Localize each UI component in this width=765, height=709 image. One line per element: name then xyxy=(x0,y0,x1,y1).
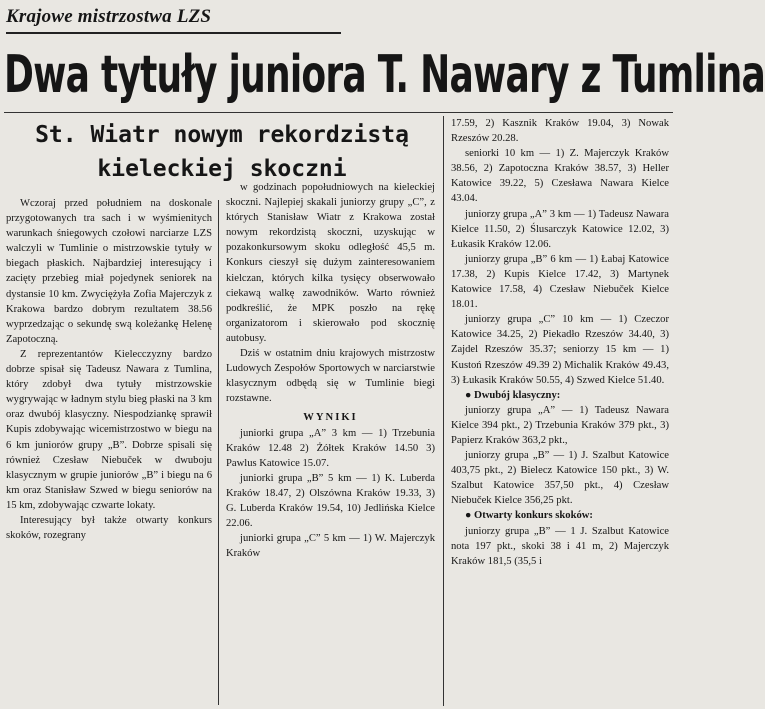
paragraph: Wczoraj przed południem na doskonale przygotowanych tra sach i w wyśmienitych warunkach śniegowych czołowi narciarze LZS walczyli w Tumlinie o mistrzowskie tytuły w biegach płaskich. Najbardziej interesujący i zacięty przebieg miał pojedynek seniorek na dystansie 10 km. Zwyciężyła Zofia Majerczyk z Krakowa bardzo dobrym rezultatem 38.56 wyprzedzając o sekundę swą koleżankę Helenę Zapotoczną. xyxy=(6,198,212,345)
result-entry: juniorki grupa „C” 5 km — 1) W. Majerczyk Kraków xyxy=(226,533,435,560)
result-entry: 17.59, 2) Kasznik Kraków 19.04, 3) Nowak Rzeszów 20.28. xyxy=(451,118,669,145)
result-entry: juniorzy grupa „C” 10 km — 1) Czeczor Katowice 34.25, 2) Piekadło Rzeszów 34.40, 3) Zajdel Rzeszów 35.37; seniorzy 15 km — 1) Kustoń Rzeszów 49.39 2) Michalik Kraków 49.43, 3) Łukasik Kraków 50.55, 4) Szwed Kielce 51.40. xyxy=(451,314,669,386)
divider xyxy=(4,112,673,113)
headline: Dwa tytuły juniora T. Nawary z Tumlina xyxy=(4,45,765,105)
result-entry: seniorki 10 km — 1) Z. Majerczyk Kraków 38.56, 2) Zapotoczna Kraków 38.57, 3) Heller Katowice 39.22, 5) Czesława Nawara Kielce 43.04. xyxy=(451,148,669,205)
results-title: WYNIKI xyxy=(303,412,358,424)
subheadline-line: kieleckiej skoczni xyxy=(97,156,347,182)
article-column-2 xyxy=(226,180,435,704)
result-entry: juniorzy grupa „B” — 1 J. Szalbut Katowice nota 197 pkt., skoki 38 i 41 m, 2) Majerczyk Kraków 181,5 (35,5 i xyxy=(451,525,669,567)
column-divider xyxy=(443,116,444,706)
result-entry: juniorzy grupa „B” 6 km — 1) Łabaj Katowice 17.38, 2) Kupis Kielce 17.42, 3) Martynek Katowice 17.58, 4) Czesław Niebuček Kielce 18.01. xyxy=(451,253,669,311)
column-divider xyxy=(218,200,219,705)
paragraph: w godzinach popołudniowych na kieleckiej skoczni. Najlepiej skakali juniorzy grupy „C”, z których Stanisław Wiatr z Krakowa został nowym rekordzistą skoczni, uzyskując w pozakonkursowym skoku odległość 45,5 m. Konkurs cieszył się dużym zainteresowaniem kielczan, których kilka tysięcy obserwowało ciekawą walkę zawodników. Warto również podkreślić, że MPK poszło na rękę organizatorom i skierowało pod skocznię autobusy. xyxy=(226,182,435,344)
result-entry: juniorki grupa „A” 3 km — 1) Trzebunia Kraków 12.48 2) Żółtek Kraków 14.50 3) Pawlus Katowice 15.07. xyxy=(226,427,435,469)
section-label: ● Otwarty konkurs skoków: xyxy=(465,510,593,522)
result-entry: juniorzy grupa „A” 3 km — 1) Tadeusz Nawara Kielce 11.50, 2) Ślusarczyk Katowice 12.02, 3) Łukasik Kraków 12.06. xyxy=(451,208,669,250)
article-column-1 xyxy=(6,196,212,704)
paragraph: Interesujący był także otwarty konkurs skoków, rozegrany xyxy=(6,514,212,542)
subheadline-line: St. Wiatr nowym rekordzistą xyxy=(35,122,409,148)
paragraph: Dziś w ostatnim dniu krajowych mistrzostw Ludowych Zespołów Sportowych w narciarstwie klasycznym odbędą się w Tumlinie biegi rozstawne. xyxy=(226,348,435,405)
section-label: ● Dwubój klasyczny: xyxy=(465,389,561,401)
result-entry: juniorzy grupa „B” — 1) J. Szalbut Katowice 403,75 pkt., 2) Bielecz Katowice 150 pkt., 3) W. Szalbut Katowice 357,50 pkt., 4) Czesław Niebuček Kielce 356,25 pkt. xyxy=(451,450,669,507)
paragraph: Z reprezentantów Kielecczyzny bardzo dobrze spisał się Tadeusz Nawara z Tumlina, który zdobył dwa tytuły mistrzowskie wygrywając w ładnym stylu bieg płaski na 3 km oraz dwubój klasyczny. Niespodziankę sprawił Kupis zdobywając wicemistrzostwo w biegu na 6 km juniorów grupy „B”. Dobrze spisali się również Czesław Niebuček w dwuboju klasycznym w grupie juniorów „B” i biegu na 6 km oraz Stanisław Szwed w biegu seniorów na 15 km, zdobywając czwarte lokaty. xyxy=(6,348,212,511)
kicker: Krajowe mistrzostwa LZS xyxy=(6,4,341,34)
article-column-3 xyxy=(451,116,669,706)
result-entry: juniorzy grupa „A” — 1) Tadeusz Nawara Kielce 394 pkt., 2) Trzebunia Kraków 379 pkt., 3) Papierz Kraków 363,2 pkt., xyxy=(451,404,669,446)
result-entry: juniorki grupa „B” 5 km — 1) K. Luberda Kraków 18.47, 2) Olszówna Kraków 19.33, 3) G. Luberda Kraków 19.54, 10) Jedlińska Kielce 22.06. xyxy=(226,472,435,530)
